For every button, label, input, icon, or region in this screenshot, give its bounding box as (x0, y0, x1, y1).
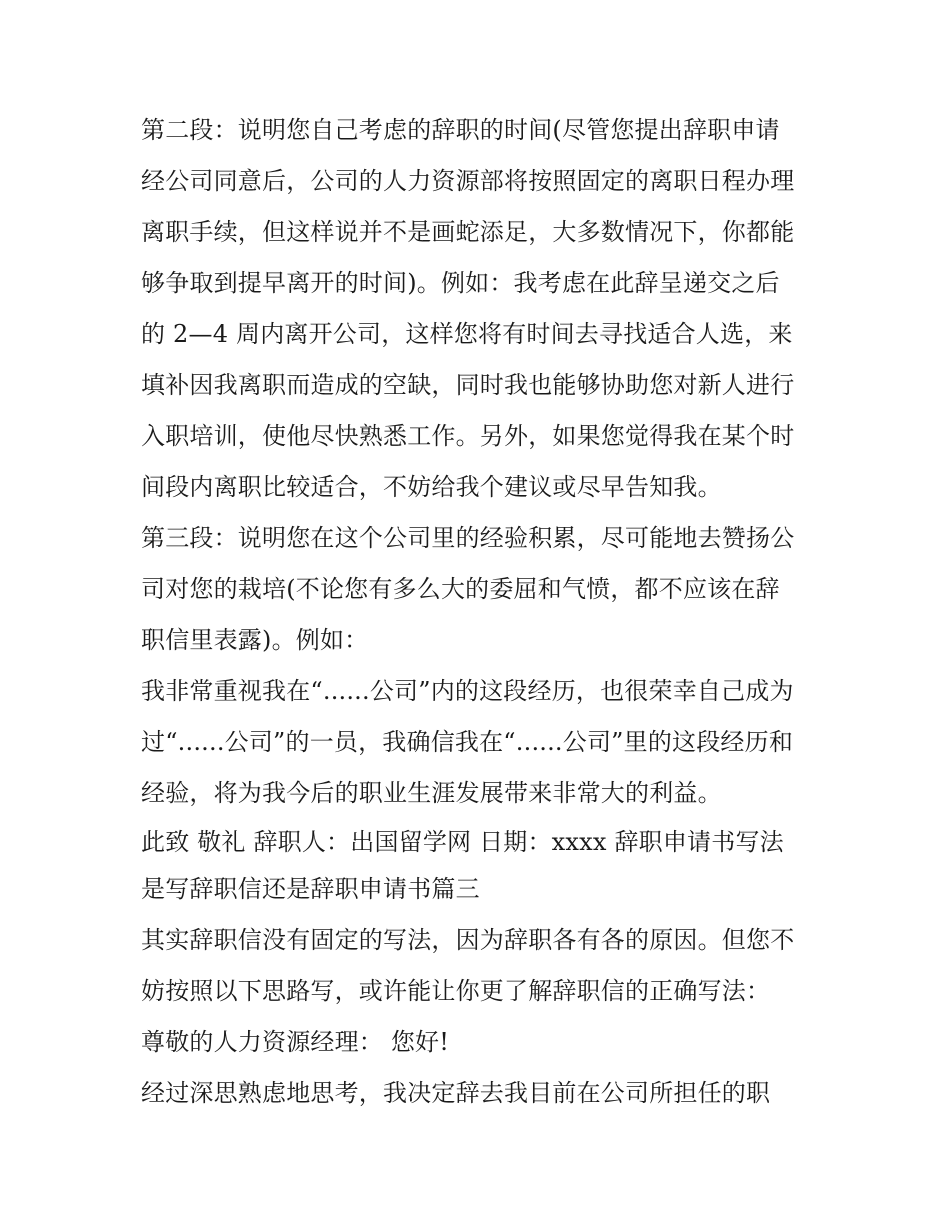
text-line: 第二段：说明您自己考虑的辞职的时间(尽管您提出辞职申请 (141, 116, 780, 144)
text-line: 是写辞职信还是辞职申请书篇三 (141, 875, 480, 903)
text-line: 我非常重视我在“......公司”内的这段经历，也很荣幸自己成为 (141, 677, 794, 705)
text-line: 经验，将为我今后的职业生涯发展带来非常大的利益。 (141, 779, 722, 807)
text-line: 其实辞职信没有固定的写法，因为辞职各有各的原因。但您不 (141, 926, 795, 954)
text-line: 经公司同意后，公司的人力资源部将按照固定的离职日程办理 (141, 167, 795, 195)
text-line: 第三段：说明您在这个公司里的经验积累，尽可能地去赞扬公 (141, 524, 795, 552)
text-line: 职信里表露)。例如： (141, 626, 369, 654)
text-line: 离职手续，但这样说并不是画蛇添足，大多数情况下，你都能 (141, 218, 795, 246)
text-line: 间段内离职比较适合，不妨给我个建议或尽早告知我。 (141, 473, 722, 501)
text-line: 司对您的栽培(不论您有多么大的委屈和气愤，都不应该在辞 (141, 575, 780, 603)
text-line: 填补因我离职而造成的空缺，同时我也能够协助您对新人进行 (141, 371, 795, 399)
text-line: 够争取到提早离开的时间)。例如：我考虑在此辞呈递交之后 (141, 269, 780, 297)
text-line: 的 2—4 周内离开公司，这样您将有时间去寻找适合人选，来 (141, 320, 793, 348)
text-line: 经过深思熟虑地思考，我决定辞去我目前在公司所担任的职 (141, 1079, 771, 1107)
text-line: 过“......公司”的一员，我确信我在“......公司”里的这段经历和 (141, 728, 794, 756)
text-line: 妨按照以下思路写，或许能让你更了解辞职信的正确写法： (141, 977, 771, 1005)
text-line: 此致 敬礼 辞职人：出国留学网 日期：xxxx 辞职申请书写法 (141, 828, 784, 856)
text-line: 尊敬的人力资源经理： 您好! (141, 1028, 450, 1056)
text-line: 入职培训，使他尽快熟悉工作。另外，如果您觉得我在某个时 (141, 422, 795, 450)
